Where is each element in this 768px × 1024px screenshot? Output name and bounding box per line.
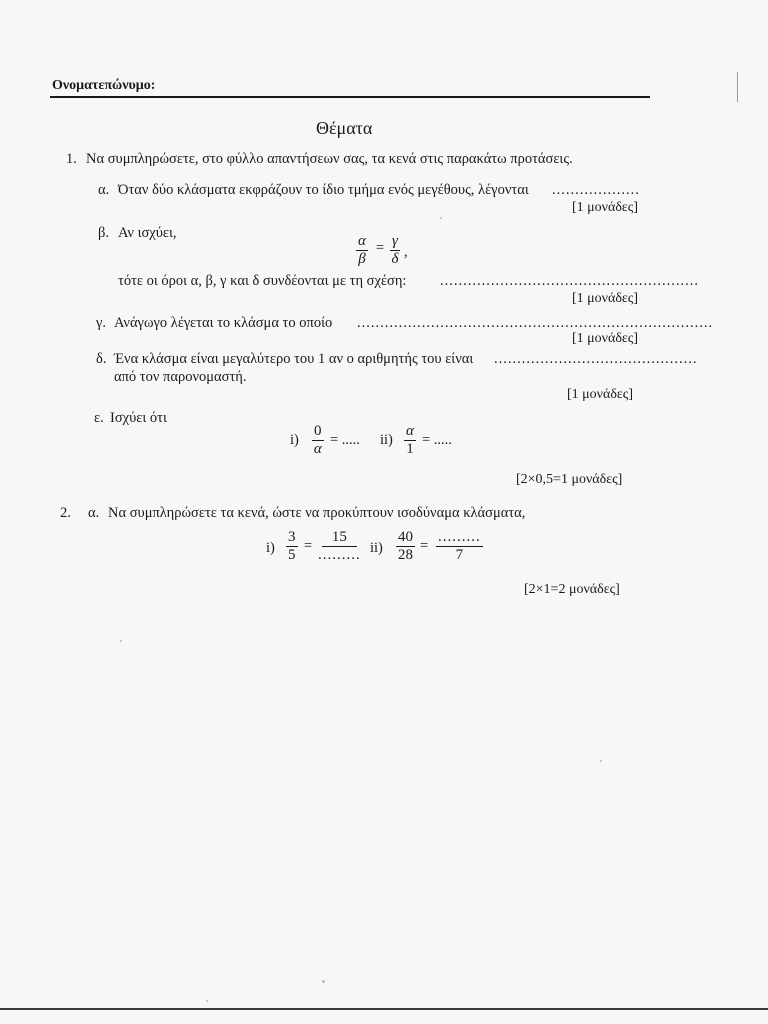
q2a-ii-den2: 7 [455,547,464,563]
q1b-frac1-den: β [358,251,366,267]
q2a-ii-num1: 40 [398,529,413,545]
q1b-text: Αν ισχύει, [118,225,177,241]
scan-speck [120,640,122,642]
q1a-points: [1 μονάδες] [572,200,639,215]
scan-speck [322,980,325,983]
q1d-line2: από τον παρονομαστή. [114,369,247,385]
q1-intro: Να συμπληρώσετε, στο φύλλο απαντήσεων σας, τα κενά στις παρακάτω προτάσεις. [86,151,573,167]
q2a-ii-num2: ......... [438,529,481,545]
q1e-ii-fraction [404,424,416,457]
q1c-blank: ............................................................................. [357,315,714,331]
q1d-label: δ. [96,351,107,367]
q2-number: 2. [60,505,71,521]
q1-number: 1. [66,151,77,167]
q1a-text: Όταν δύο κλάσματα εκφράζουν το ίδιο τμήμα ενός μεγέθους, λέγονται [118,182,529,198]
q1b-equals: = [376,240,385,256]
q1e-i-num: 0 [314,423,322,439]
q2a-ii-label: ii) [370,540,383,556]
q1d-text: Ένα κλάσμα είναι μεγαλύτερο του 1 αν ο αριθμητής του είναι [114,351,474,367]
header-rule [50,96,650,98]
q1e-ii-den: 1 [406,441,414,457]
q2a-ii-equals: = [420,538,429,554]
q1c-label: γ. [96,315,107,331]
q2a-i-den1: 5 [288,547,296,563]
q1b-frac1-num: α [358,233,366,249]
q1e-text: Ισχύει ότι [110,410,167,426]
q1b-line2: τότε οι όροι α, β, γ και δ συνδέονται με τη σχέση: [118,273,407,289]
q1c-points: [1 μονάδες] [572,331,639,346]
q1e-i-den: α [313,441,322,457]
q1d-blank: ............................................ [494,351,698,367]
q1a-blank: ................... [552,182,640,198]
q2a-i-fraction-right [318,530,361,563]
q1b-label: β. [98,225,110,241]
q1e-label: ε. [94,410,104,426]
q1b-frac2-num: γ [392,233,398,249]
bottom-edge-rule [0,1008,768,1010]
q1e-i-label: i) [290,432,299,448]
page-title: Θέματα [316,118,373,138]
scan-speck [206,1000,208,1002]
q1b-fraction-right [390,234,400,267]
q1e-i-rhs: = ..... [330,432,360,448]
q1e-ii-rhs: = ..... [422,432,452,448]
q2a-label: α. [88,505,100,521]
q1b-blank: ........................................................ [440,273,699,289]
q2a-ii-fraction-left [396,530,415,563]
q2a-i-den2: ......... [318,547,361,563]
q1b-points: [1 μονάδες] [572,291,639,306]
q2a-i-label: i) [266,540,275,556]
q1b-frac2-den: δ [391,251,399,267]
scan-speck [440,217,442,219]
q1e-points: [2×0,5=1 μονάδες] [516,472,623,487]
q2a-ii-den1: 28 [398,547,413,563]
q1e-ii-label: ii) [380,432,393,448]
q1c-text: Ανάγωγο λέγεται το κλάσμα το οποίο [114,315,333,331]
q2a-text: Να συμπληρώσετε τα κενά, ώστε να προκύπτουν ισοδύναμα κλάσματα, [108,505,526,521]
q1d-points: [1 μονάδες] [567,387,634,402]
q2a-i-fraction-left [286,530,298,563]
scan-speck [600,760,602,762]
q1e-i-fraction [312,424,324,457]
q1b-fraction-left [356,234,368,267]
q1b-comma: , [404,244,408,260]
name-label: Ονοματεπώνυμο: [52,78,156,93]
q2a-i-num2: 15 [322,530,357,547]
q2a-i-num1: 3 [288,529,296,545]
q1e-ii-num: α [406,423,414,439]
q2a-i-equals: = [304,538,313,554]
right-edge-mark [737,72,738,102]
q2a-ii-fraction-right [436,530,483,563]
q1a-label: α. [98,182,110,198]
q2a-points: [2×1=2 μονάδες] [524,582,620,597]
